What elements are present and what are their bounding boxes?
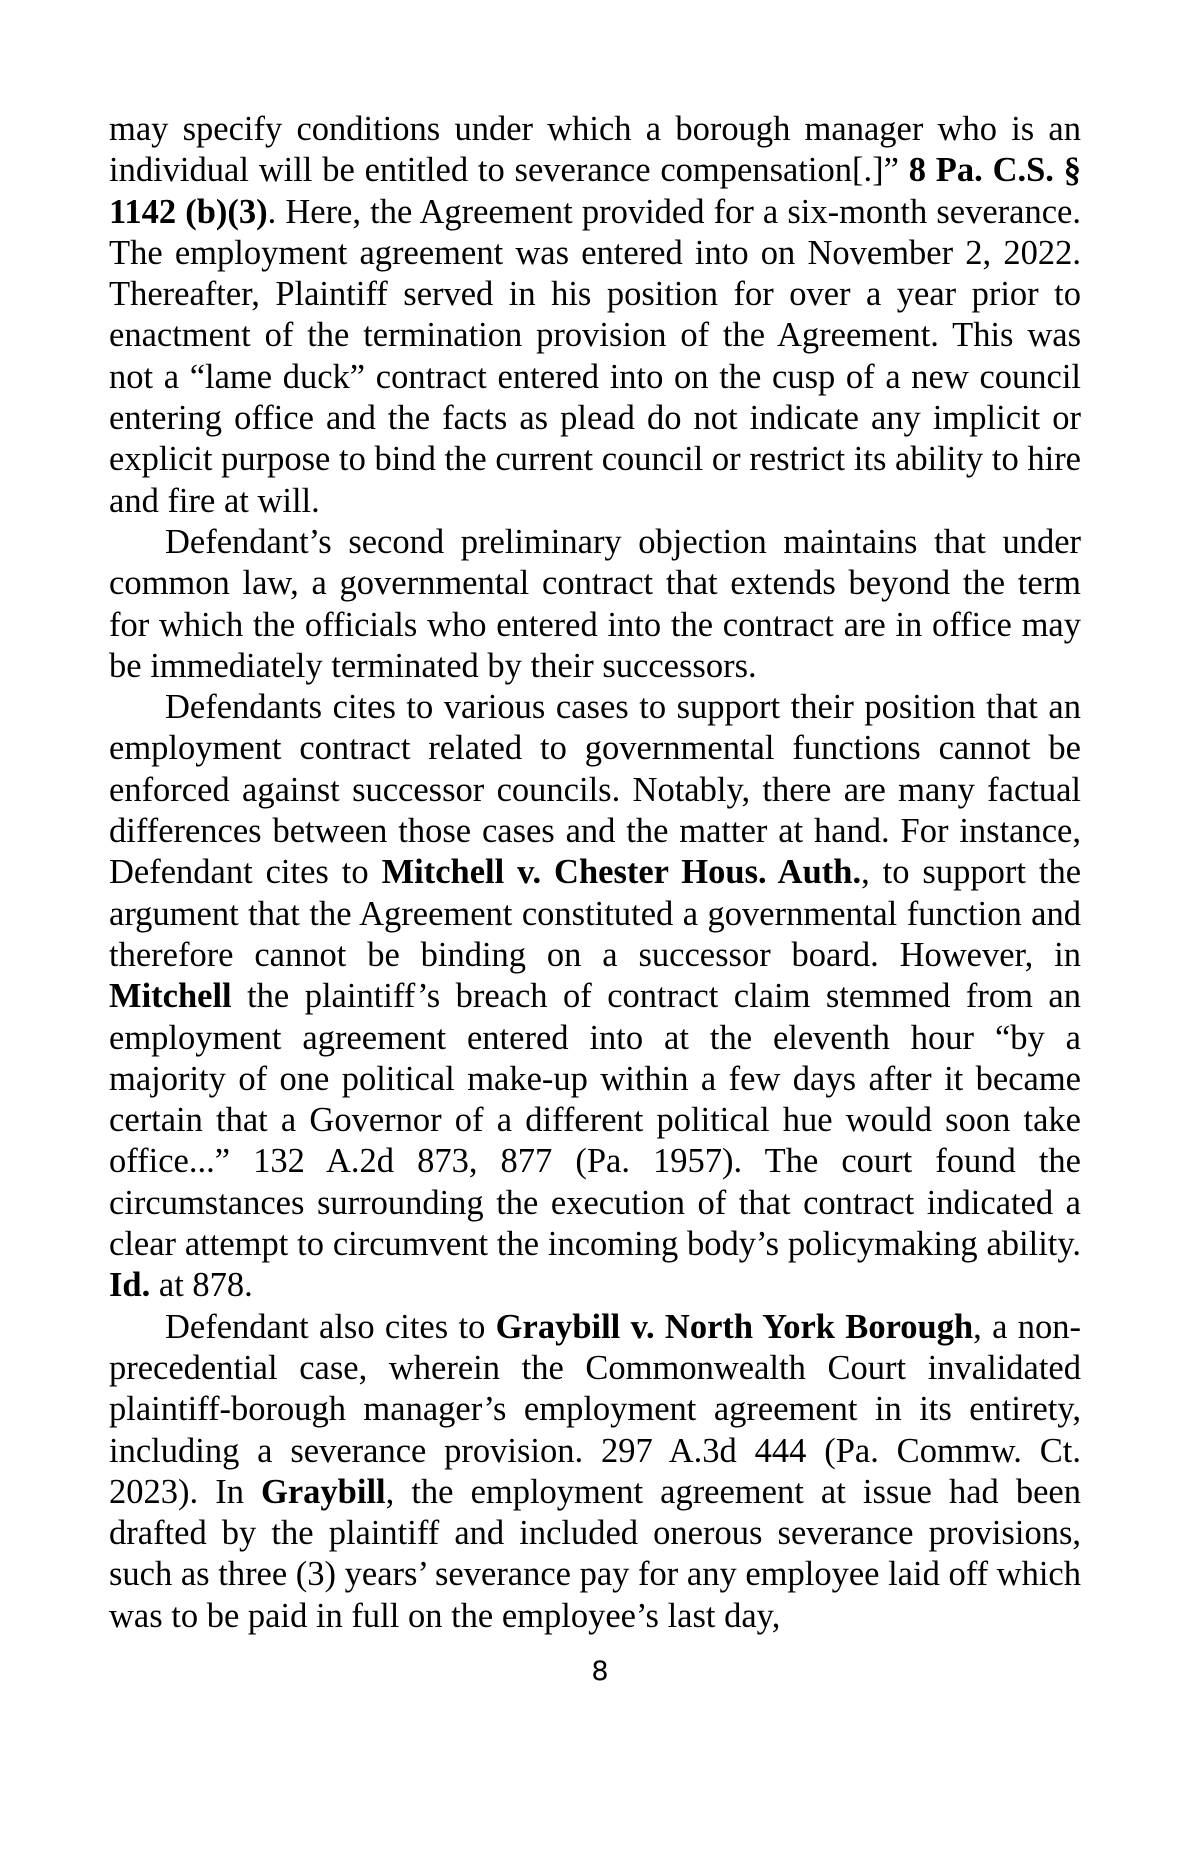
citation-text: Graybill — [261, 1472, 386, 1511]
paragraph-text: , a non-precedential case, wherein the Commonwealth Court invalidated plaintiff-borough manager’s employment agreement in its entirety, including a severance provision. 297 A.3d 444 (Pa. Commw. Ct. 2023). In — [109, 1307, 1081, 1511]
paragraph-text: , to support the argument that the Agreement constituted a governmental function and therefore cannot be binding on a successor board. However, in — [109, 853, 1082, 974]
paragraph — [109, 109, 1081, 522]
paragraph-text: at 878. — [150, 1266, 253, 1305]
citation-text: Mitchell — [109, 977, 232, 1016]
paragraph-text: Defendant’s second preliminary objection maintains that under common law, a governmental contract that extends beyond the term for which the officials who entered into the contract are in office may be immediately terminated by their successors. — [109, 522, 1081, 685]
paragraph-text: Defendants cites to various cases to support their position that an employment contract related to governmental functions cannot be enforced against successor councils. Notably, there are many factual differences between those cases and the matter at hand. For instance, Defendant cites to — [109, 688, 1081, 892]
paragraph-text: , the employment agreement at issue had been drafted by the plaintiff and included onerous severance provisions, such as three (3) years’ severance pay for any employee laid off which was to be paid in full on the employee’s last day, — [109, 1472, 1081, 1635]
paragraph-text: Defendant also cites to — [165, 1307, 496, 1346]
citation-text: Mitchell v. Chester Hous. Auth. — [381, 853, 862, 892]
citation-text: 8 Pa. C.S. § 1142 (b)(3) — [109, 151, 1081, 231]
paragraph — [109, 522, 1081, 687]
page-number: 8 — [591, 1656, 609, 1687]
paragraph — [109, 687, 1081, 1306]
paragraph-text: . Here, the Agreement provided for a six-month severance. The employment agreement was entered into on November 2, 2022. Thereafter, Plaintiff served in his position for over a year prior to enactment of the termination provision of the Agreement. This was not a “lame duck” contract entered into on the cusp of a new council entering office and the facts as plead do not indicate any implicit or explicit purpose to bind the current council or restrict its ability to hire and fire at will. — [109, 192, 1081, 520]
paragraph-text: the plaintiff’s breach of contract claim stemmed from an employment agreement entered into at the eleventh hour “by a majority of one political make-up within a few days after it became certain that a Governor of a different political hue would soon take office...” 132 A.2d 873, 877 (Pa. 1957). The court found the circumstances surrounding the execution of that contract indicated a clear attempt to circumvent the incoming body’s policymaking ability. — [109, 977, 1081, 1264]
citation-text: Id. — [109, 1266, 151, 1305]
paragraph — [109, 1307, 1081, 1637]
body-text — [109, 109, 1081, 1637]
citation-text: Graybill v. North York Borough — [495, 1307, 974, 1346]
paragraph-text: may specify conditions under which a borough manager who is an individual will be entitled to severance compensation[.]” — [109, 110, 1081, 190]
